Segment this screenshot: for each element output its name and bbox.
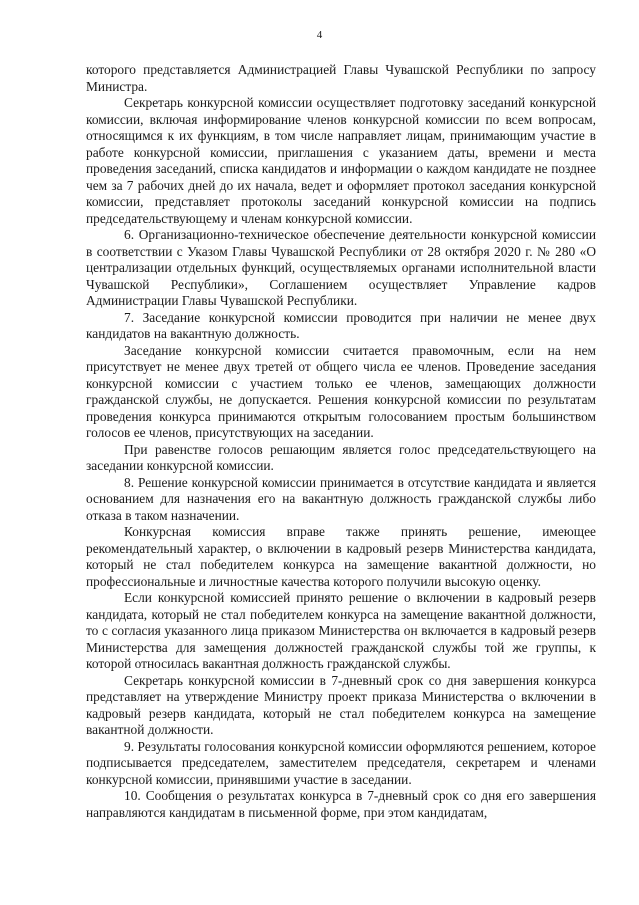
paragraph-item-7: 7. Заседание конкурсной комиссии проводится при наличии не менее двух кандидатов на вакантную должность. <box>86 309 596 341</box>
paragraph-item-6: 6. Организационно-техническое обеспечение деятельности конкурсной комиссии в соответствии с Указом Главы Чувашской Республики от 28 октября 2020 г. № 280 «О централизации отдельных функций, осуществляемых органами исполнительной власти Чувашской Республики», Соглашением осуществляет Управление кадров Администрации Главы Чувашской Республики. <box>86 227 596 308</box>
document-body <box>86 62 596 821</box>
paragraph-recommendation: Конкурсная комиссия вправе также принять решение, имеющее рекомендательный характер, о включении в кадровый резерв Министерства кандидата, который не стал победителем конкурса на замещение вакантной должности, но профессиональные и личностные качества которого получили высокую оценку. <box>86 524 596 589</box>
paragraph-reserve-order: Секретарь конкурсной комиссии в 7-дневный срок со дня завершения конкурса представляет на утверждение Министру проект приказа Министерства о включении в кадровый резерв кандидата, который не стал победителем конкурса на замещение вакантной должности. <box>86 672 596 737</box>
paragraph-item-9: 9. Результаты голосования конкурсной комиссии оформляются решением, которое подписывается председателем, заместителем председателя, секретарем и членами конкурсной комиссии, принявшими участие в заседании. <box>86 738 596 787</box>
paragraph-reserve-inclusion: Если конкурсной комиссией принято решение о включении в кадровый резерв кандидата, который не стал победителем конкурса на замещение вакантной должности, то с согласия указанного лица приказом Министерства он включается в кадровый резерв Министерства для замещения должностей гражданской службы той же группы, к которой относилась вакантная должность гражданской службы. <box>86 590 596 671</box>
paragraph-continuation: которого представляется Администрацией Главы Чувашской Республики по запросу Министра. <box>86 62 596 94</box>
page-number: 4 <box>316 29 323 41</box>
paragraph-secretary-duties: Секретарь конкурсной комиссии осуществляет подготовку заседаний конкурсной комиссии, включая информирование членов конкурсной комиссии по всем вопросам, относящимся к их функциям, в том числе направляет лицам, принимающим участие в работе конкурсной комиссии, приглашения с указанием даты, времени и места проведения заседаний, списка кандидатов и информации о каждом кандидате не позднее чем за 7 рабочих дней до их начала, ведет и оформляет протокол заседания конкурсной комиссии, представляет протоколы заседаний конкурсной комиссии на подпись председательствующему и членам конкурсной комиссии. <box>86 95 596 226</box>
paragraph-item-8: 8. Решение конкурсной комиссии принимается в отсутствие кандидата и является основанием для назначения его на вакантную должность гражданской службы либо отказа в таком назначении. <box>86 474 596 523</box>
paragraph-tie-vote: При равенстве голосов решающим является голос председательствующего на заседании конкурсной комиссии. <box>86 441 596 473</box>
paragraph-quorum: Заседание конкурсной комиссии считается правомочным, если на нем присутствует не менее двух третей от общего числа ее членов. Проведение заседания конкурсной комиссии с участием только ее членов, замещающих должности гражданской службы, не допускается. Решения конкурсной комиссии по результатам проведения конкурса принимаются открытым голосованием простым большинством голосов ее членов, присутствующих на заседании. <box>86 342 596 440</box>
paragraph-item-10: 10. Сообщения о результатах конкурса в 7-дневный срок со дня его завершения направляются кандидатам в письменной форме, при этом кандидатам, <box>86 788 596 820</box>
